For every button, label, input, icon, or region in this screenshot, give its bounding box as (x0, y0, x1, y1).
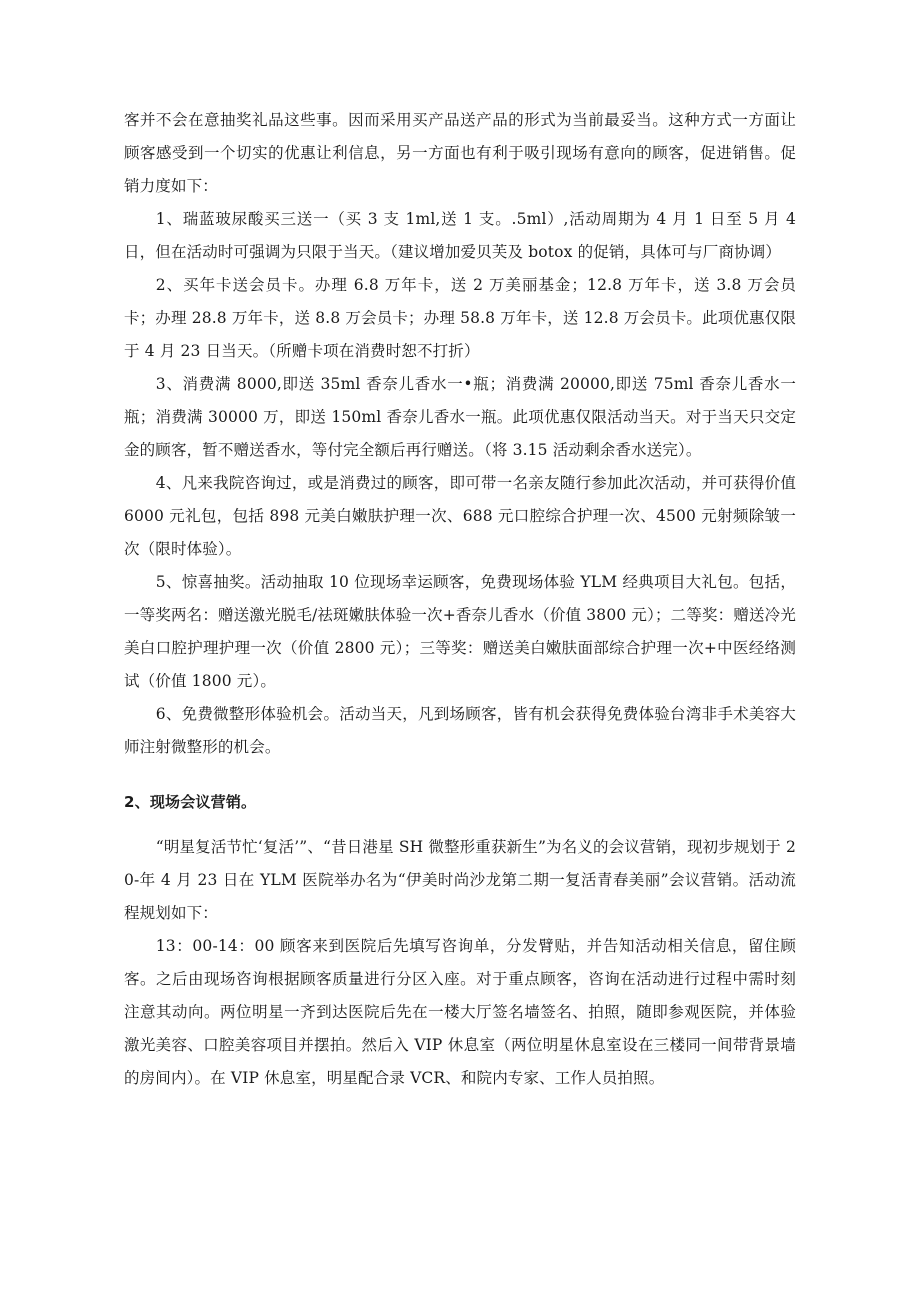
list-item-5: 5、惊喜抽奖。活动抽取 10 位现场幸运顾客，免费现场体验 YLM 经典项目大礼包。包括，一等奖两名：赠送激光脱毛/祛斑嫩肤体验一次+香奈儿香水（价值 3800 元）；二等奖：赠送冷光美白口腔护理护理一次（价值 2800 元）；三等奖：赠送美白嫩肤面部综合护理一次+中医经络测试（价值 1800 元）。 (124, 573, 796, 690)
heading-spacer (124, 819, 796, 831)
list-item-1: 1、瑞蓝玻尿酸买三送一（买 3 支 1ml,送 1 支。.5ml）,活动周期为 4 月 1 日至 5 月 4 日，但在活动时可强调为只限于当天。（建议增加爱贝芙及 botox 的促销，具体可与厂商协调） (124, 210, 796, 261)
section-spacer (124, 764, 796, 786)
schedule-item-1: 13：00-14：00 顾客来到医院后先填写咨询单，分发臂贴，并告知活动相关信息，留住顾客。之后由现场咨询根据顾客质量进行分区入座。对于重点顾客，咨询在活动进行过程中需时刻注意其动向。两位明星一齐到达医院后先在一楼大厅签名墙签名、拍照，随即参观医院，并体验激光美容、口腔美容项目并摆拍。然后入 VIP 休息室（两位明星休息室设在三楼同一间带背景墙的房间内）。在 VIP 休息室，明星配合录 VCR、和院内专家、工作人员拍照。 (124, 937, 796, 1087)
list-item-4: 4、凡来我院咨询过，或是消费过的顾客，即可带一名亲友随行参加此次活动，并可获得价值 6000 元礼包，包括 898 元美白嫩肤护理一次、688 元口腔综合护理一次、4500 元射频除皱一次（限时体验）。 (124, 474, 796, 558)
list-item-3: 3、消费满 8000,即送 35ml 香奈儿香水一•瓶；消费满 20000,即送 75ml 香奈儿香水一瓶；消费满 30000 万，即送 150ml 香奈儿香水一瓶。此项优惠仅限活动当天。对于当天只交定金的顾客，暂不赠送香水，等付完全额后再行赠送。（将 3.15 活动剩余香水送完）。 (124, 375, 796, 459)
section-heading-2: 2、现场会议营销。 (124, 793, 257, 811)
document-body (124, 104, 796, 1095)
paragraph-intro: 客并不会在意抽奖礼品这些事。因而采用买产品送产品的形式为当前最妥当。这种方式一方面让顾客感受到一个切实的优惠让利信息，另一方面也有利于吸引现场有意向的顾客，促进销售。促销力度如下： (124, 111, 796, 195)
list-item-2: 2、买年卡送会员卡。办理 6.8 万年卡，送 2 万美丽基金；12.8 万年卡，送 3.8 万会员卡；办理 28.8 万年卡，送 8.8 万会员卡；办理 58.8 万年卡，送 12.8 万会员卡。此项优惠仅限于 4 月 23 日当天。（所赠卡项在消费时恕不打折） (124, 276, 796, 360)
section-2-intro-paragraph: “明星复活节忙‘复活’”、“昔日港星 SH 微整形重获新生”为名义的会议营销，现初步规划于 20-年 4 月 23 日在 YLM 医院举办名为“伊美时尚沙龙第二期一复活青春美丽”会议营销。活动流程规划如下： (124, 838, 796, 922)
list-item-6: 6、免费微整形体验机会。活动当天，凡到场顾客，皆有机会获得免费体验台湾非手术美容大师注射微整形的机会。 (124, 705, 796, 756)
